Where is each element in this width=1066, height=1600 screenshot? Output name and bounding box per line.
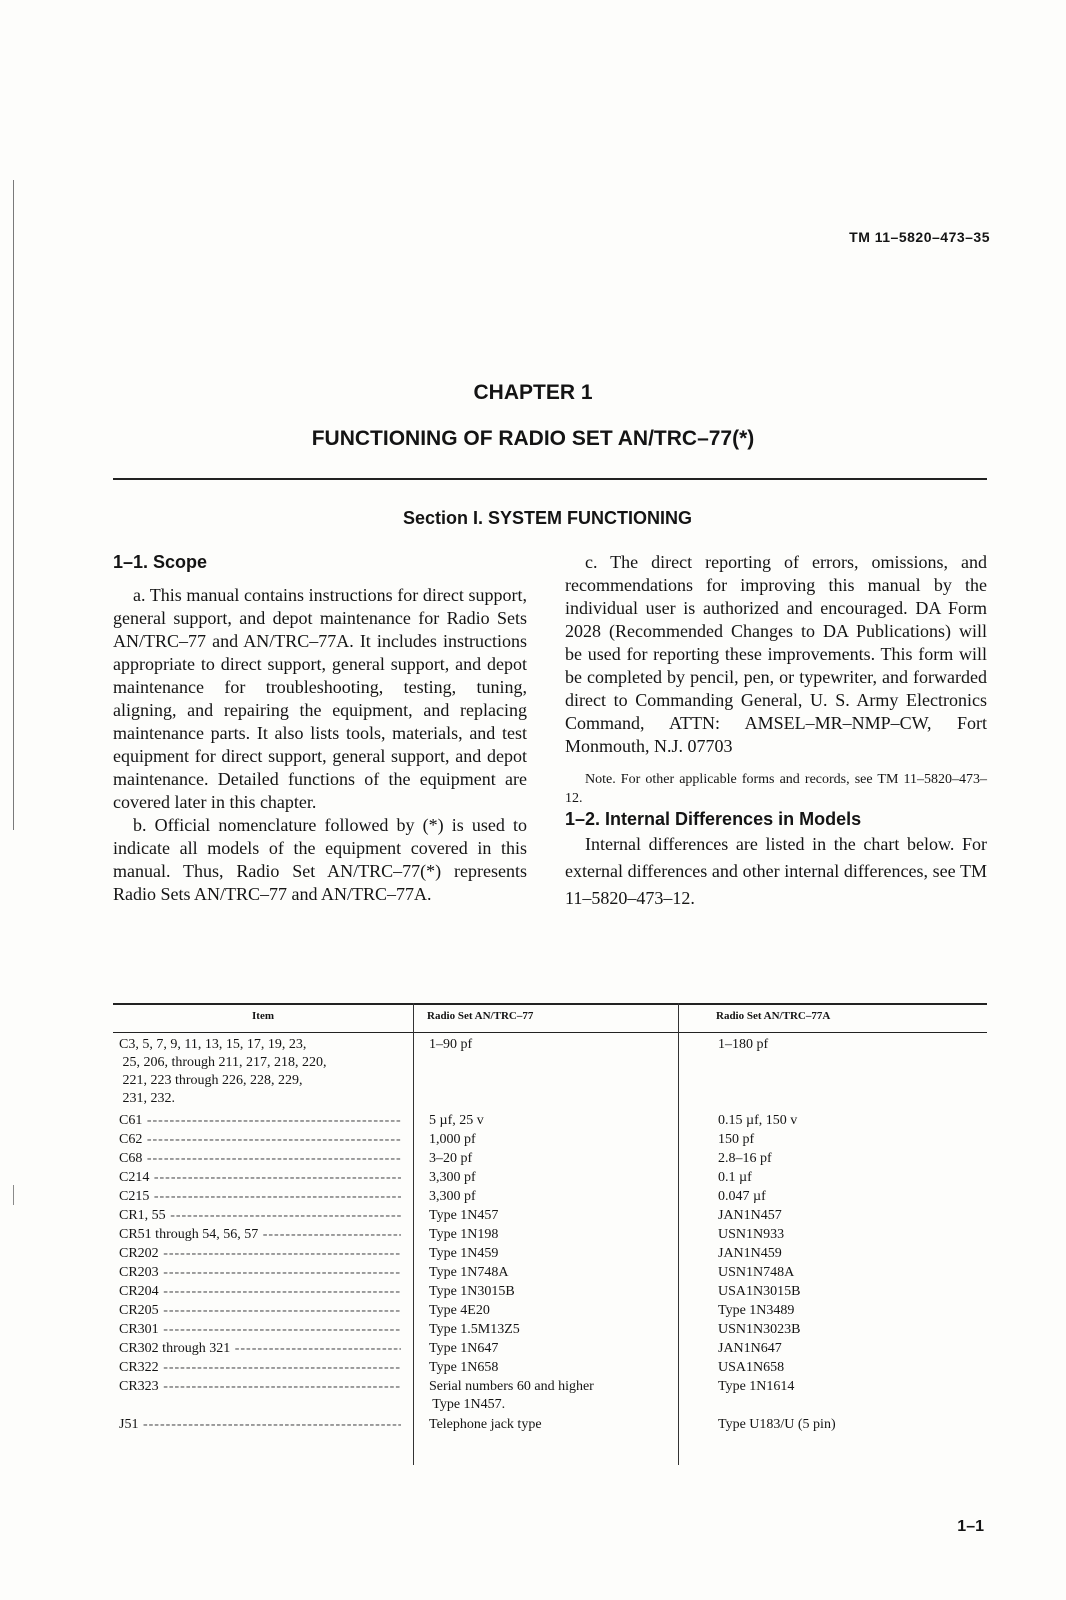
table-cell-item — [119, 1359, 401, 1377]
table-cell-trc77: 3,300 pf — [429, 1170, 476, 1185]
page-binding-mark — [13, 1185, 14, 1205]
para-1-2-heading: 1–2. Internal Differences in Models — [565, 809, 862, 829]
item-text: C214 ----- — [119, 1170, 401, 1185]
table-col-divider-2 — [678, 1003, 679, 1465]
table-cell-trc77a: USA1N3015B — [718, 1284, 801, 1299]
item-text: C62 ----- — [119, 1132, 401, 1147]
para-1-1-c: c. The direct reporting of errors, omissions, and recommendations for improving this manual by the individual user is authorized and encouraged. DA Form 2028 (Recommended Changes to DA Publications) will be used for reporting these improvements. This form will be completed by pencil, pen, or typewriter, and forwarded direct to Commanding General, U. S. Army Electronics Command, ATTN: AMSEL–MR–NMP–CW, Fort Monmouth, N.J. 07703 — [565, 552, 987, 756]
item-text: C68 ----- — [119, 1151, 401, 1166]
table-cell-trc77a: 0.047 µf — [718, 1189, 766, 1204]
table-col-divider-1 — [413, 1003, 414, 1465]
left-column — [113, 584, 527, 906]
table-cell-trc77a: Type 1N3489 — [718, 1303, 795, 1318]
table-cell-item — [119, 1340, 401, 1358]
table-header-trc77a: Radio Set AN/TRC–77A — [716, 1010, 831, 1022]
table-cell-trc77a: JAN1N457 — [718, 1208, 782, 1223]
document-code: TM 11–5820–473–35 — [849, 229, 990, 245]
table-cell-trc77a: 2.8–16 pf — [718, 1151, 772, 1166]
table-cell-trc77a: USN1N748A — [718, 1265, 795, 1280]
item-text: CR301 ----- — [119, 1322, 401, 1337]
item-text: CR1, 55 ----- — [119, 1208, 401, 1223]
table-cell-trc77: Type 1.5M13Z5 — [429, 1322, 520, 1337]
table-cell-trc77a: JAN1N647 — [718, 1341, 782, 1356]
para-1-1-note: Note. For other applicable forms and records, see TM 11–5820–473–12. — [565, 772, 987, 806]
table-cell-item — [119, 1112, 401, 1130]
item-text: CR203 ----- — [119, 1265, 401, 1280]
table-cell-item — [119, 1321, 401, 1339]
table-cell-trc77: Type 1N658 — [429, 1360, 499, 1375]
table-cell-trc77a: USN1N3023B — [718, 1322, 801, 1337]
table-cell-trc77: 5 µf, 25 v — [429, 1113, 484, 1128]
item-text: C215 ----- — [119, 1189, 401, 1204]
table-top-rule — [113, 1003, 987, 1005]
table-cell-trc77a: Type 1N1614 — [718, 1379, 795, 1394]
item-text: CR51 through 54, 56, 57 ----- — [119, 1227, 401, 1242]
table-cell-trc77a: USA1N658 — [718, 1360, 785, 1375]
table-cell-trc77a: 150 pf — [718, 1132, 755, 1147]
item-text: CR204 ----- — [119, 1284, 401, 1299]
para-1-1-b: b. Official nomenclature followed by (*) is used to indicate all models of the equipment covered in this manual. Thus, Radio Set AN/TRC–77(*) represents Radio Sets AN/TRC–77 and AN/TRC–77A. — [113, 815, 527, 904]
table-cell-trc77a: Type U183/U (5 pin) — [718, 1417, 836, 1432]
para-1-1-heading: 1–1. Scope — [113, 552, 208, 572]
table-header-rule — [113, 1032, 987, 1033]
table-cell-trc77: Telephone jack type — [429, 1417, 542, 1432]
table-cell-trc77: Type 1N3015B — [429, 1284, 515, 1299]
table-cell-item — [119, 1245, 401, 1263]
table-cell-item: C3, 5, 7, 9, 11, 13, 15, 17, 19, 23, 25, 206, through 211, 217, 218, 220, 221, 223 through 226, 228, 229, 231, 232. — [119, 1037, 327, 1106]
table-cell-trc77: Type 1N198 — [429, 1227, 499, 1242]
section-title: Section I. SYSTEM FUNCTIONING — [402, 508, 693, 528]
table-cell-trc77: 3–20 pf — [429, 1151, 473, 1166]
table-cell-trc77a: 0.15 µf, 150 v — [718, 1113, 798, 1128]
table-cell-item — [119, 1378, 401, 1396]
para-1-2-body: Internal differences are listed in the chart below. For external differences and other internal differences, see TM 11–5820–473–12. — [565, 834, 987, 908]
table-cell-trc77a: 0.1 µf — [718, 1170, 752, 1185]
item-text: CR323 ----- — [119, 1379, 401, 1394]
item-text: CR302 through 321 ----- — [119, 1341, 401, 1356]
item-text: CR202 ----- — [119, 1246, 401, 1261]
table-cell-trc77: 1–90 pf — [429, 1037, 473, 1052]
table-header-trc77: Radio Set AN/TRC–77 — [427, 1010, 534, 1022]
table-cell-trc77: Type 1N647 — [429, 1341, 499, 1356]
page-number: 1–1 — [957, 1518, 984, 1535]
table-cell-item — [119, 1302, 401, 1320]
table-cell-item — [119, 1226, 401, 1244]
table-cell-trc77a: 1–180 pf — [718, 1037, 769, 1052]
item-text: CR205 ----- — [119, 1303, 401, 1318]
table-cell-item — [119, 1416, 401, 1434]
table-cell-item — [119, 1169, 401, 1187]
table-header-item: Item — [252, 1010, 274, 1022]
table-cell-trc77: Serial numbers 60 and higher Type 1N457. — [429, 1379, 594, 1412]
table-cell-trc77: 1,000 pf — [429, 1132, 476, 1147]
item-text: CR322 ----- — [119, 1360, 401, 1375]
table-cell-trc77: Type 1N457 — [429, 1208, 499, 1223]
chapter-label: CHAPTER 1 — [473, 381, 593, 404]
table-cell-trc77: 3,300 pf — [429, 1189, 476, 1204]
table-cell-item — [119, 1283, 401, 1301]
table-cell-item — [119, 1264, 401, 1282]
table-cell-item — [119, 1188, 401, 1206]
item-text: J51 ----- — [119, 1417, 401, 1432]
table-cell-trc77: Type 1N748A — [429, 1265, 509, 1280]
chapter-rule — [113, 478, 987, 480]
right-column — [565, 551, 987, 912]
chapter-title: FUNCTIONING OF RADIO SET AN/TRC–77(*) — [311, 427, 755, 450]
table-cell-trc77a: JAN1N459 — [718, 1246, 782, 1261]
para-1-1-a: a. This manual contains instructions for direct support, general support, and depot maintenance for Radio Sets AN/TRC–77 and AN/TRC–77A. It includes instructions appropriate to direct support, general support, and depot maintenance for troubleshooting, testing, tuning, aligning, and repairing the equipment, and replacing maintenance parts. It also lists tools, materials, and test equipment for direct support, general support, and depot maintenance. Detailed functions of the equipment are covered later in this chapter. — [113, 585, 527, 812]
table-cell-item — [119, 1150, 401, 1168]
table-cell-trc77a: USN1N933 — [718, 1227, 785, 1242]
table-cell-item — [119, 1207, 401, 1225]
table-cell-trc77: Type 4E20 — [429, 1303, 490, 1318]
item-text: C61 ----- — [119, 1113, 401, 1128]
page-binding-edge — [13, 180, 14, 830]
internal-differences-table — [113, 1003, 987, 1465]
table-cell-trc77: Type 1N459 — [429, 1246, 499, 1261]
table-cell-item — [119, 1131, 401, 1149]
